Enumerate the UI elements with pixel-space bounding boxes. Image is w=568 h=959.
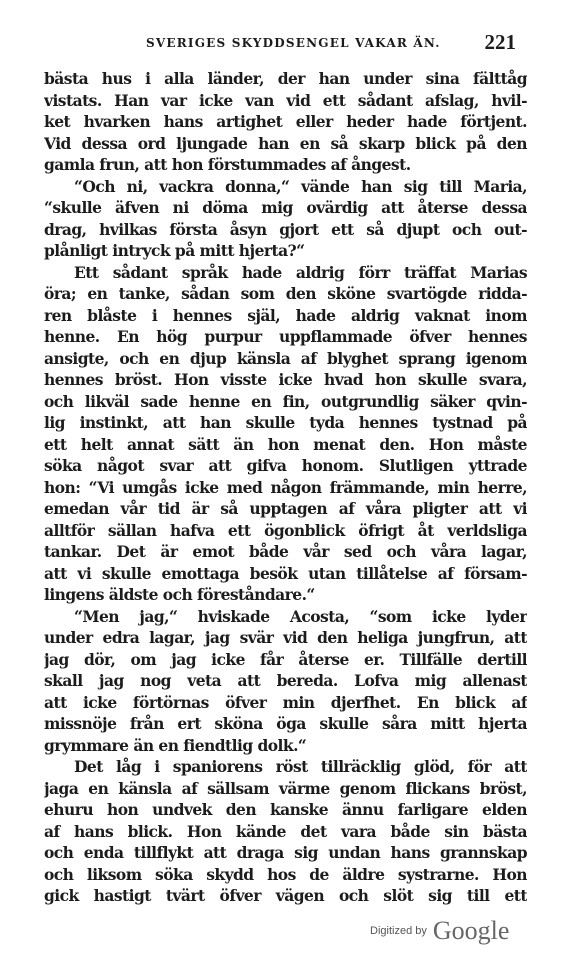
text-line: att vi skulle emottaga besök utan tillåtelse af försam-	[44, 563, 527, 583]
text-line: grymmare än en fiendtlig dolk.“	[44, 735, 307, 755]
text-line: hon: “Vi umgås icke med någon främmande, min herre,	[44, 477, 527, 497]
text-line: ket hvarken hans artighet eller heder hade förtjent.	[44, 112, 527, 131]
text-line: henne. En hög purpur uppflammade öfver hennes	[44, 327, 527, 346]
text-line: gamla frun, att hon förstummades af ångest.	[44, 155, 411, 174]
text-line: hennes bröst. Hon visste icke hvad hon skulle svara,	[44, 370, 527, 389]
text-line: ansigte, och en djup känsla af blyghet sprang igenom	[44, 348, 527, 368]
text-line: alltför sällan hafva ett ögonblick öfrigt åt verldsliga	[44, 520, 527, 540]
text-line: skall jag nog veta att bereda. Lofva mig allenast	[44, 671, 527, 690]
text-line: ett helt annat sätt än hon menat den. Hon måste	[44, 434, 527, 454]
running-head: SVERIGES SKYDDSENGEL VAKAR ÄN.	[146, 36, 441, 50]
text-line: lig instinkt, att han skulle tyda hennes tystnad på	[44, 413, 527, 432]
text-line: jag dör, om jag icke får återse er. Tillfälle dertill	[44, 649, 527, 669]
text-line: ehuru hon undvek den kanske ännu farligare elden	[44, 800, 527, 819]
text-line: “Men jag,“ hviskade Acosta, “som icke lyder	[74, 606, 527, 626]
text-line: Vid dessa ord ljungade han en så skarp blick på den	[44, 133, 527, 153]
text-line: söka något svar att gifva honom. Slutligen yttrade	[44, 456, 527, 475]
text-line: Ett sådant språk hade aldrig förr träffat Marias	[74, 262, 527, 282]
text-line: af hans blick. Hon kände det vara både sin bästa	[44, 821, 527, 841]
google-logo: Google	[432, 916, 510, 945]
text-line: “skulle äfven ni döma mig ovärdig att återse dessa	[44, 198, 527, 217]
text-line: gick hastigt tvärt öfver vägen och slöt sig till ett	[44, 886, 527, 905]
text-line: tankar. Det är emot både vår sed och våra lagar,	[44, 542, 527, 561]
text-line: “Och ni, vackra donna,“ vände han sig till Maria,	[74, 176, 527, 196]
page-number: 221	[484, 30, 516, 54]
text-line: jaga en känsla af sällsam värme genom flickans bröst,	[44, 778, 527, 798]
page-header	[54, 30, 524, 56]
text-line: lingens äldste och föreståndare.“	[44, 585, 315, 604]
text-line: och enda tillflykt att draga sig undan hans grannskap	[44, 843, 527, 862]
text-line: plånligt intryck på mitt hjerta?“	[44, 241, 305, 260]
text-line: och liksom söka skydd hos de äldre systrarne. Hon	[44, 864, 527, 884]
text-line: drag, hvilkas första åsyn gjort ett så djupt och out-	[44, 219, 527, 239]
digitized-label: Digitized by	[370, 925, 427, 937]
text-line: ren blåste i hennes själ, hade aldrig vaknat inom	[44, 305, 527, 325]
text-line: vistats. Han var icke van vid ett sådant afslag, hvil-	[44, 90, 527, 110]
text-line: och likväl sade henne en fin, outgrundlig säker qvin-	[44, 391, 527, 411]
body-text	[44, 68, 527, 907]
text-line: Det låg i spaniorens röst tillräcklig glöd, för att	[74, 757, 527, 776]
digitized-by-google-watermark	[370, 916, 540, 950]
text-line: öra; en tanke, sådan som den sköne svartögde ridda-	[44, 284, 527, 303]
text-line: emedan vår tid är så upptagen af våra pligter att vi	[44, 499, 527, 518]
text-line: bästa hus i alla länder, der han under sina fälttåg	[44, 69, 527, 88]
text-line: missnöje från ert sköna öga skulle såra mitt hjerta	[44, 714, 527, 733]
text-line: under edra lagar, jag svär vid den heliga jungfrun, att	[44, 628, 527, 647]
text-line: att icke förtörnas öfver min djerfhet. En blick af	[44, 692, 527, 712]
